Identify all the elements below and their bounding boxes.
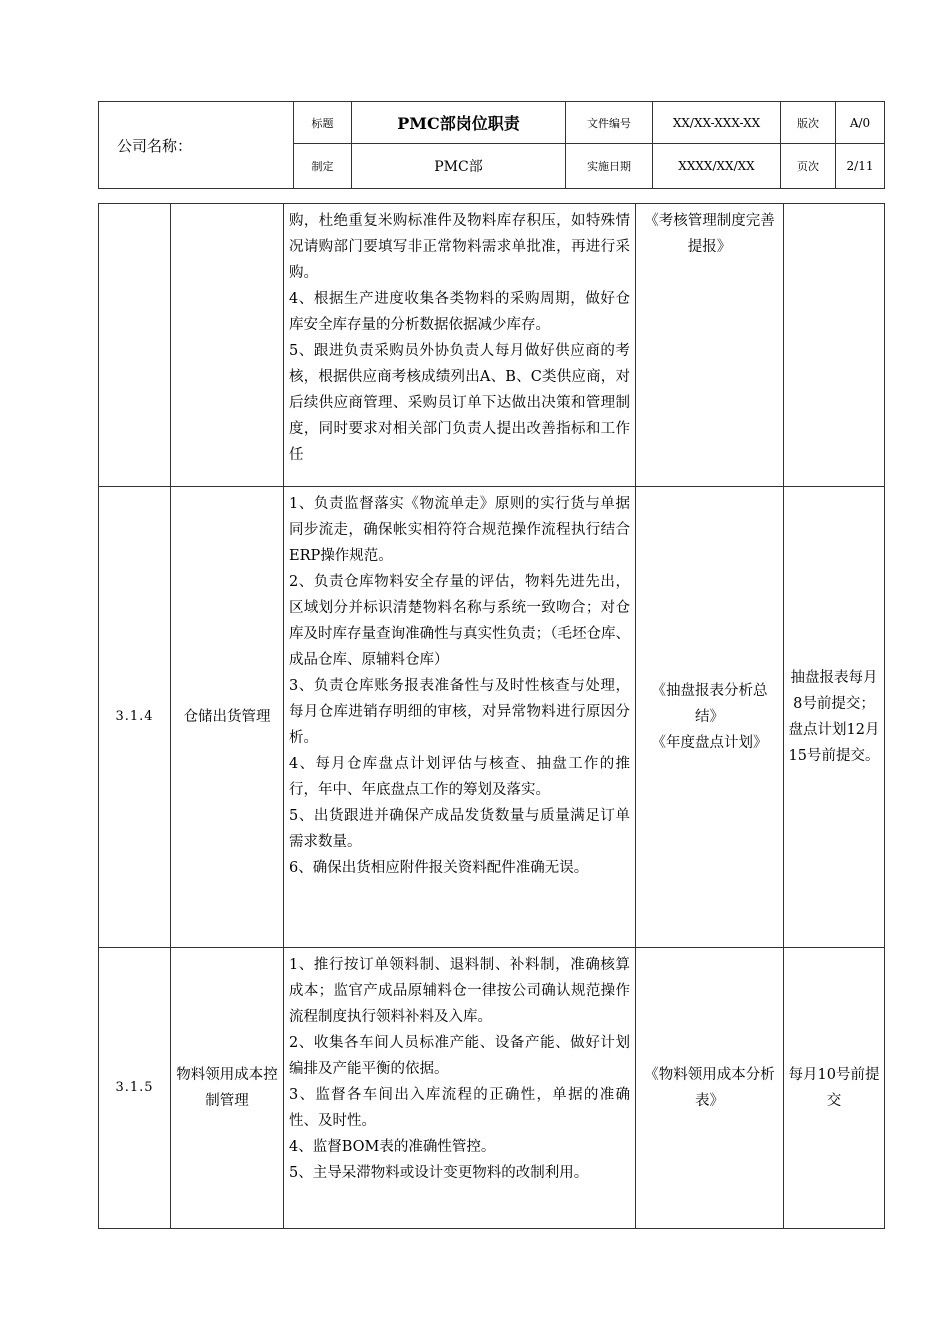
list-item: 4、根据生产进度收集各类物料的采购周期，做好仓库安全库存量的分析数据依据减少库存。 [289, 291, 630, 333]
list-item: 4、监督BOM表的准确性管控。 [289, 1139, 496, 1155]
dept-label: 制定 [294, 144, 352, 189]
row-title: 物料领用成本控制管理 [171, 948, 284, 1229]
row-title [171, 204, 284, 487]
date-value: XXXX/XX/XX [653, 144, 781, 189]
list-item: 5、出货跟进并确保产成品发货数量与质量满足订单需求数量。 [289, 808, 630, 850]
page-value: 2/11 [836, 144, 885, 189]
row-content [284, 948, 636, 1229]
doc-no-value: XX/XX-XXX-XX [653, 102, 781, 144]
row-number [99, 204, 171, 487]
list-item: 1、负责监督落实《物流单走》原则的实行货与单据同步流走，确保帐实相符符合规范操作流程执行结合ERP操作规范。 [289, 496, 630, 564]
row-content [284, 487, 636, 948]
row-output: 《物料领用成本分析表》 [636, 948, 784, 1229]
list-item: 3、负责仓库账务报表准备性与及时性核查与处理，每月仓库进销存明细的审核，对异常物料进行原因分析。 [289, 678, 630, 746]
row-number: 3.1.4 [99, 487, 171, 948]
list-item: 3、监督各车间出入库流程的正确性，单据的准确性、及时性。 [289, 1087, 630, 1129]
row-content [284, 204, 636, 487]
version-value: A/0 [836, 102, 885, 144]
company-name-label: 公司名称： [99, 102, 294, 189]
version-label: 版次 [781, 102, 836, 144]
row-output: 《考核管理制度完善提报》 [636, 204, 784, 487]
list-item: 购，杜绝重复米购标准件及物料库存积压，如特殊情况请购部门要填写非正常物料需求单批准，再进行采购。 [289, 213, 630, 281]
list-item: 2、收集各车间人员标准产能、设备产能、做好计划编排及产能平衡的依据。 [289, 1035, 630, 1077]
document-header [98, 101, 885, 189]
page-label: 页次 [781, 144, 836, 189]
row-remark: 每月10号前提交 [784, 948, 885, 1229]
row-title: 仓储出货管理 [171, 487, 284, 948]
dept-value: PMC部 [352, 144, 566, 189]
title-label: 标题 [294, 102, 352, 144]
list-item: 2、负责仓库物料安全存量的评估，物料先进先出，区域划分并标识清楚物料名称与系统一致吻合；对仓库及时库存量查询准确性与真实性负责；（毛坯仓库、成品仓库、原辅料仓库） [289, 574, 630, 668]
list-item: 5、跟进负责采购员外协负责人每月做好供应商的考核，根据供应商考核成绩列出A、B、C类供应商，对后续供应商管理、采购员订单下达做出决策和管理制度，同时要求对相关部门负责人提出改善指标和工作任 [289, 343, 630, 463]
table-row [99, 487, 885, 948]
row-number: 3.1.5 [99, 948, 171, 1229]
responsibilities-table [98, 203, 885, 1229]
row-remark: 抽盘报表每月8号前提交；盘点计划12月15号前提交。 [784, 487, 885, 948]
list-item: 6、确保出货相应附件报关资料配件准确无误。 [289, 860, 589, 876]
table-row [99, 204, 885, 487]
list-item: 1、推行按订单领料制、退料制、补料制，准确核算成本；监官产成品原辅料仓一律按公司确认规范操作流程制度执行领料补料及入库。 [289, 957, 630, 1025]
list-item: 4、每月仓库盘点计划评估与核查、抽盘工作的推行，年中、年底盘点工作的筹划及落实。 [289, 756, 630, 798]
table-row [99, 948, 885, 1229]
date-label: 实施日期 [566, 144, 653, 189]
doc-no-label: 文件编号 [566, 102, 653, 144]
list-item: 5、主导呆滞物料或设计变更物料的改制利用。 [289, 1165, 589, 1181]
row-output: 《抽盘报表分析总结》 《年度盘点计划》 [636, 487, 784, 948]
row-remark [784, 204, 885, 487]
document-title: PMC部岗位职责 [352, 102, 566, 144]
